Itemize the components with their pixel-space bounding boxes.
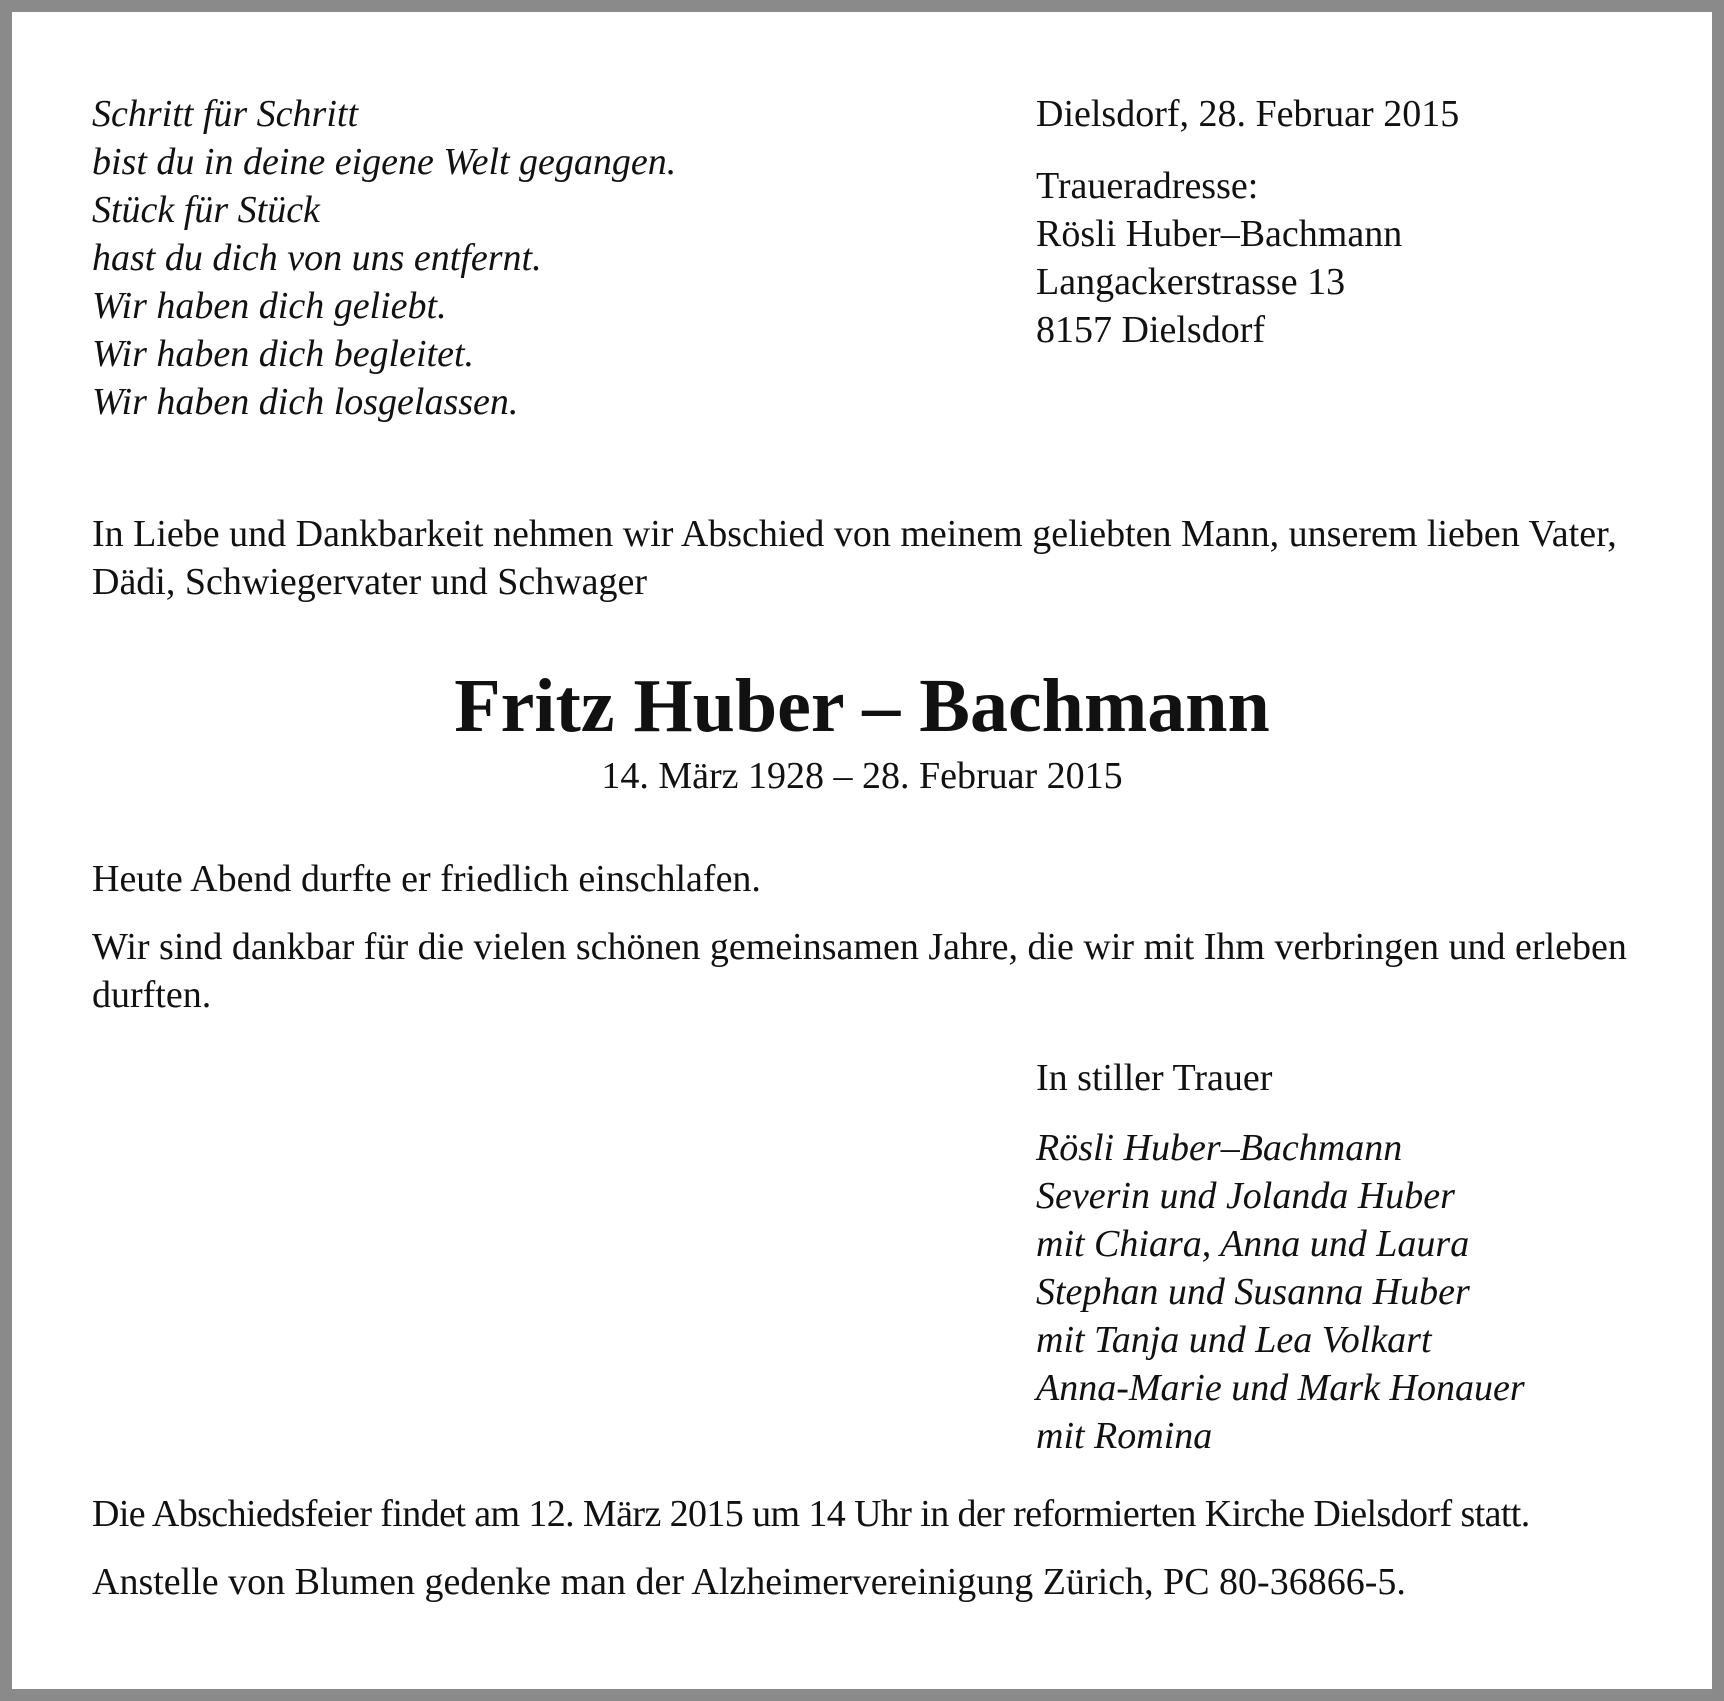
poem-line: Wir haben dich losgelassen. [92, 381, 519, 423]
deceased-name: Fritz Huber – Bachmann [454, 664, 1270, 748]
poem-line: Wir haben dich begleitet. [92, 333, 475, 375]
donation-notice: Anstelle von Blumen gedenke man der Alzheimervereinigung Zürich, PC 80-36866-5. [92, 1561, 1406, 1603]
poem-line: bist du in deine eigene Welt gegangen. [92, 141, 677, 183]
family-member: mit Tanja und Lea Volkart [1036, 1319, 1432, 1361]
address-street: Langackerstrasse 13 [1036, 261, 1346, 303]
body-paragraph: Heute Abend durfte er friedlich einschlafen. [92, 858, 761, 900]
obituary-page [12, 12, 1712, 1689]
family-member: mit Chiara, Anna und Laura [1036, 1223, 1470, 1265]
poem [92, 90, 912, 426]
poem-line: Schritt für Schritt [92, 93, 358, 135]
intro-text: In Liebe und Dankbarkeit nehmen wir Abschied von meinem geliebten Mann, unserem lieben Vater, Dädi, Schwiegervater und Schwager [92, 513, 1617, 603]
place-date: Dielsdorf, 28. Februar 2015 [1036, 93, 1460, 135]
family-member: Rösli Huber–Bachmann [1036, 1127, 1403, 1169]
address-city: 8157 Dielsdorf [1036, 309, 1266, 351]
life-dates: 14. März 1928 – 28. Februar 2015 [601, 755, 1123, 797]
mourning-address [1036, 162, 1402, 354]
body-paragraph: Wir sind dankbar für die vielen schönen gemeinsamen Jahre, die wir mit Ihm verbringen und erleben durften. [92, 926, 1627, 1016]
address-label: Traueradresse: [1036, 165, 1259, 207]
poem-line: Wir haben dich geliebt. [92, 285, 447, 327]
family-list [1036, 1124, 1525, 1460]
family-member: Severin und Jolanda Huber [1036, 1175, 1455, 1217]
family-member: mit Romina [1036, 1415, 1213, 1457]
poem-line: Stück für Stück [92, 189, 320, 231]
poem-line: hast du dich von uns entfernt. [92, 237, 542, 279]
family-member: Anna-Marie und Mark Honauer [1036, 1367, 1525, 1409]
address-name: Rösli Huber–Bachmann [1036, 213, 1403, 255]
ceremony-notice: Die Abschiedsfeier findet am 12. März 2015 um 14 Uhr in der reformierten Kirche Dielsdorf statt. [92, 1493, 1530, 1535]
family-member: Stephan und Susanna Huber [1036, 1271, 1470, 1313]
mourning-label: In stiller Trauer [1036, 1057, 1273, 1099]
